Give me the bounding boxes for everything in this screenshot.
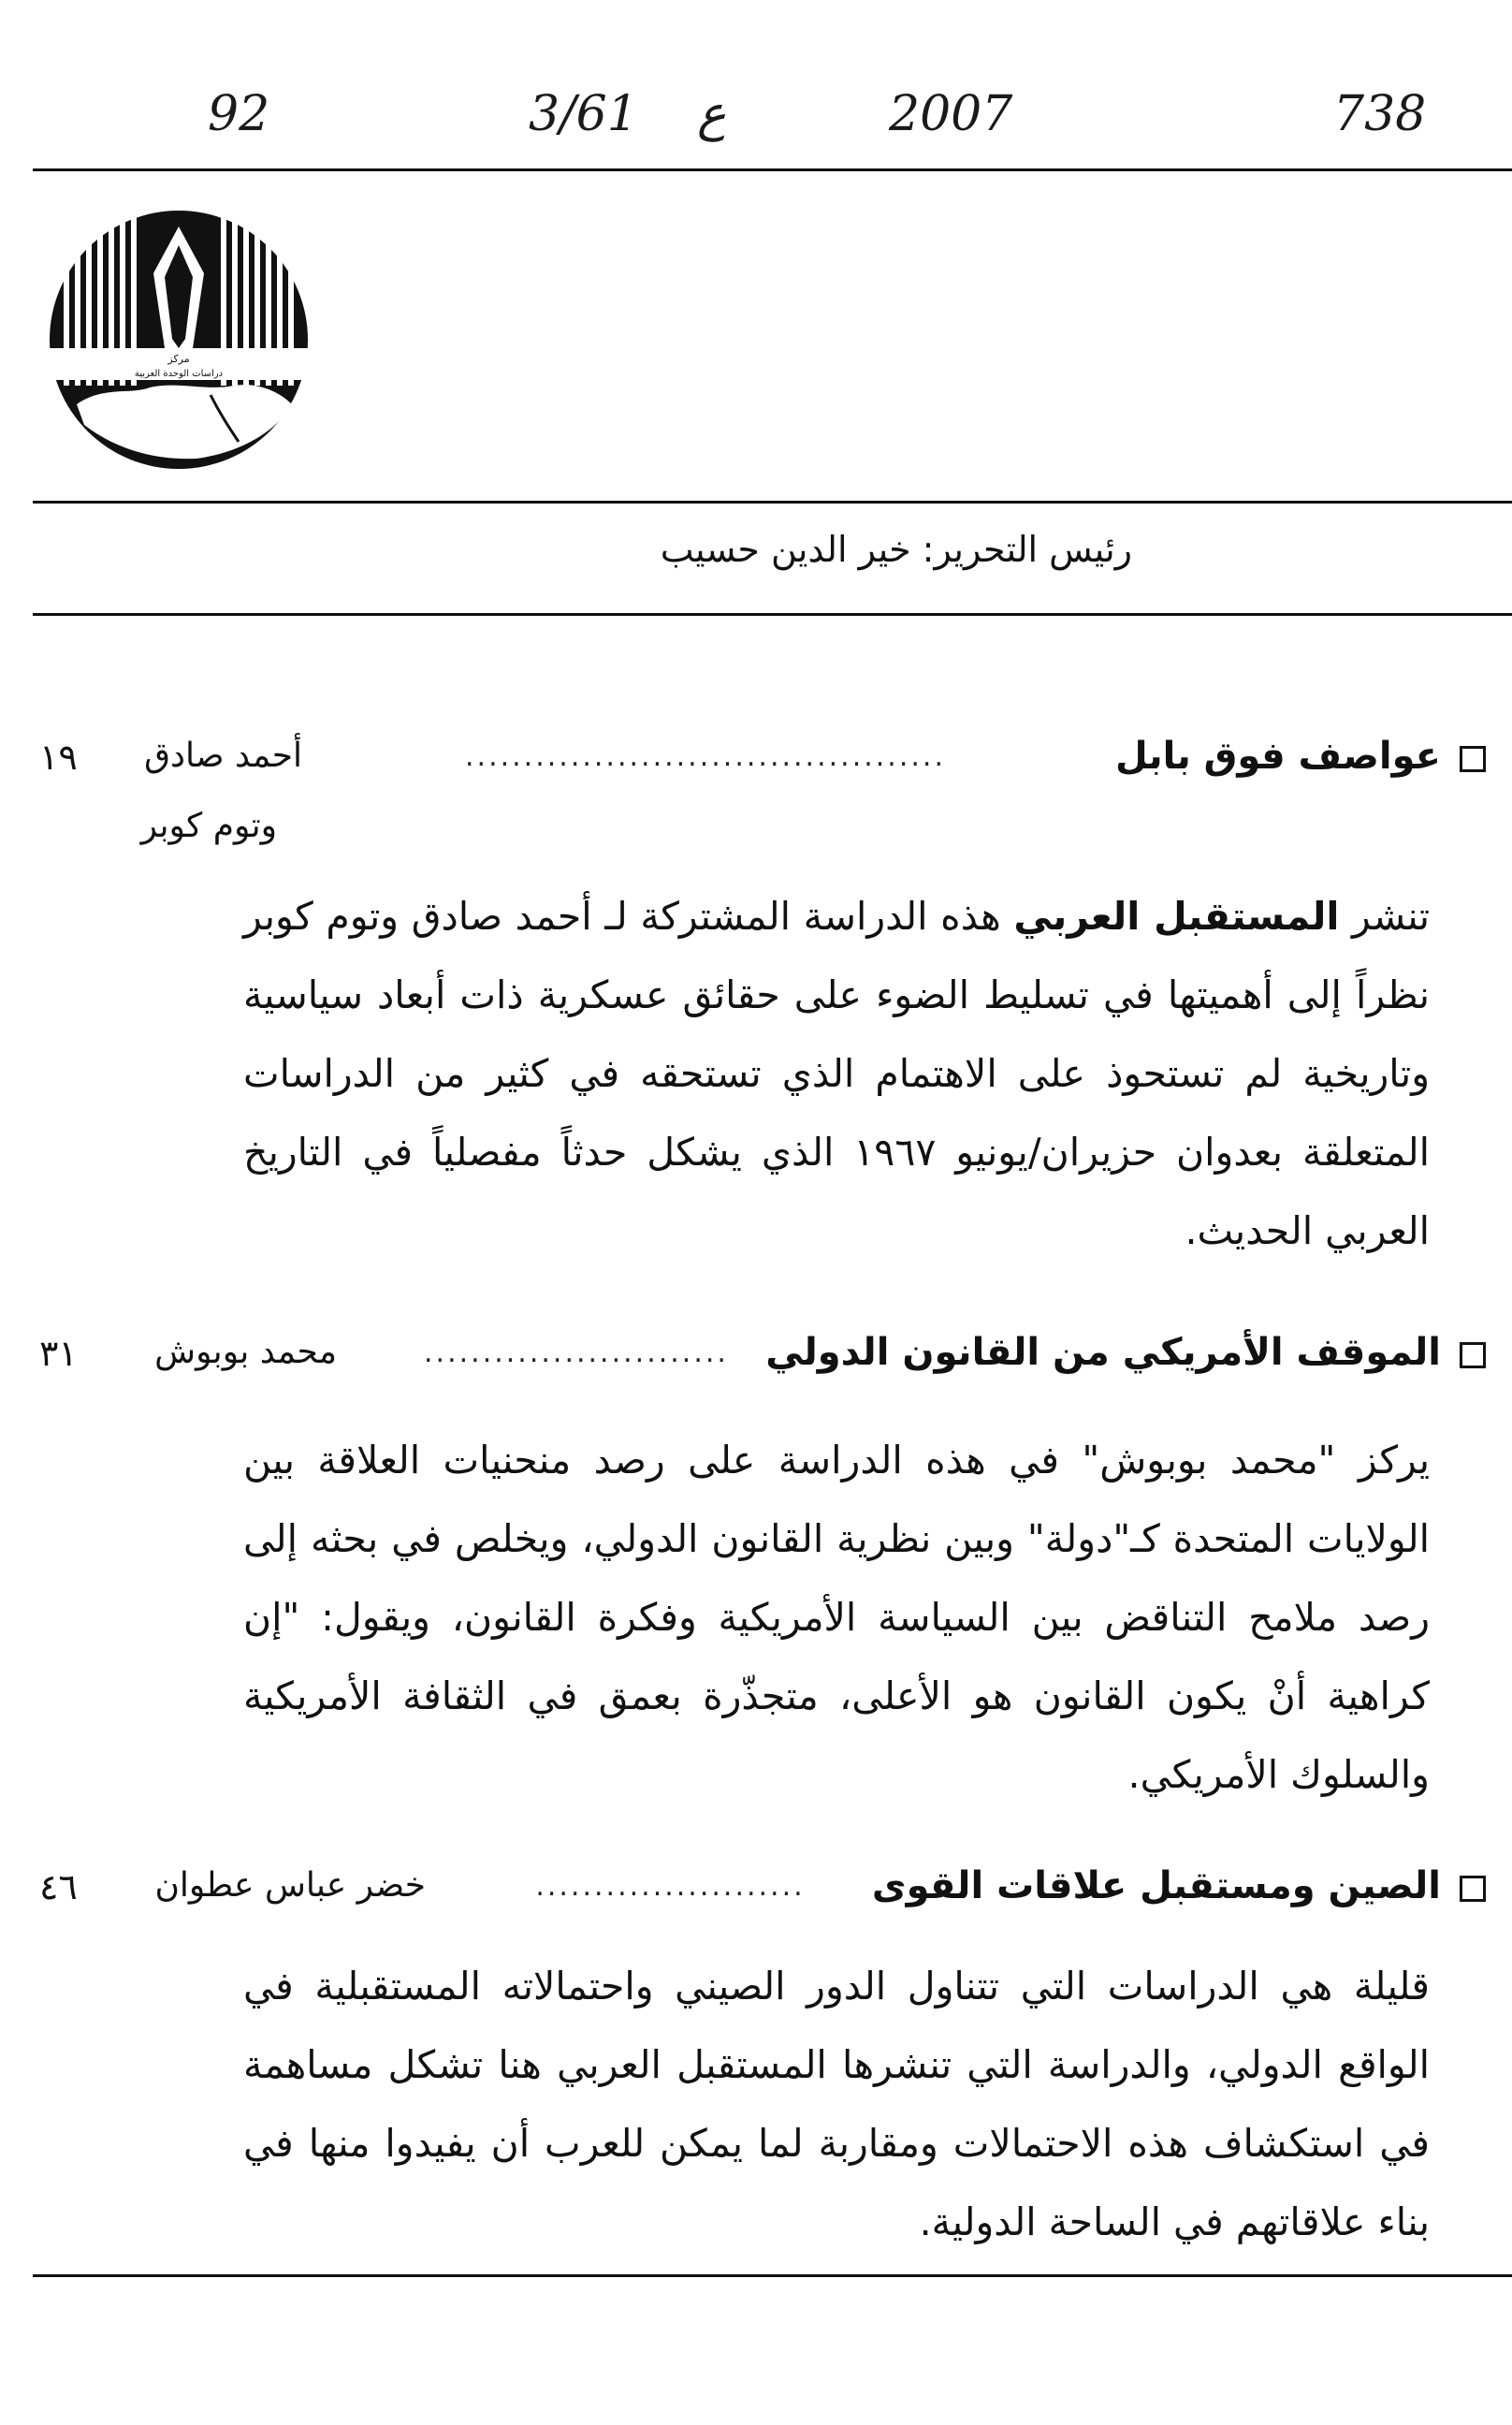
dot-leader: .......................... (424, 1337, 729, 1369)
entry-header-1 (28, 735, 1486, 791)
editor-in-chief-line: رئيس التحرير: خير الدين حسيب (660, 529, 1132, 570)
entry-author: محمد بوبوش (154, 1333, 337, 1371)
entry-summary: قليلة هي الدراسات التي تتناول الدور الصيني واحتمالاته المستقبلية في الواقع الدولي، والدراسة التي تنشرها المستقبل العربي هنا تشكل مساهمة في استكشاف هذه الاحتمالات ومقاربة لما يمكن للعرب أن يفيدوا منها في بناء علاقاتهم في الساحة الدولية. (243, 1964, 1430, 2244)
masthead-rule-top (33, 501, 1512, 504)
entry-author: خضر عباس عطوان (154, 1866, 426, 1905)
entry-summary: يركز "محمد بوبوش" في هذه الدراسة على رصد منحنيات العلاقة بين الولايات المتحدة كـ"دولة" وبين نظرية القانون الدولي، ويخلص في بحثه إلى رصد ملامح التناقض بين السياسة الأمريكية وفكرة القانون، ويقول: "إن كراهية أنْ يكون القانون هو الأعلى، متجذّرة بعمق في الثقافة الأمريكية والسلوك الأمريكي. (243, 1438, 1430, 1797)
handwritten-mark-4: 2007 (889, 86, 1013, 142)
checkbox-square-icon (1460, 1876, 1486, 1902)
entry-page-number: ٣١ (39, 1333, 78, 1374)
checkbox-square-icon (1460, 1342, 1486, 1368)
summary-body: هذه الدراسة المشتركة لـ أحمد صادق وتوم كوبر نظراً إلى أهميتها في تسليط الضوء على حقائق عسكرية ذات أبعاد سياسية وتاريخية لم تستحوذ على الاهتمام الذي تستحقه في كثير من الدراسات المتعلقة بعدوان حزيران/يونيو ١٩٦٧ الذي يشكل حدثاً مفصلياً في التاريخ العربي الحديث. (243, 894, 1431, 1253)
dot-leader: ......................................... (465, 740, 946, 773)
entry-title: عواصف فوق بابل (1114, 735, 1441, 778)
center-logo-icon (47, 208, 311, 472)
entry-summary (243, 877, 1430, 1270)
checkbox-square-icon (1460, 746, 1486, 772)
handwritten-mark-1: 92 (208, 86, 270, 142)
handwritten-mark-2: 3/61 (529, 86, 638, 142)
entry-title: الصين ومستقبل علاقات القوى (871, 1864, 1441, 1907)
entry-header-2 (28, 1331, 1486, 1387)
entry-page-number: ٤٦ (39, 1866, 78, 1907)
bottom-rule (33, 2274, 1512, 2277)
journal-name: المستقبل العربي (1013, 894, 1340, 939)
summary-lead: تنشر (1339, 894, 1430, 939)
top-rule (33, 168, 1512, 171)
entry-header-3 (28, 1864, 1486, 1921)
masthead-rule-bottom (33, 613, 1512, 616)
entry-coauthor: وتوم كوبر (140, 807, 277, 845)
logo-name: مركز (167, 353, 190, 365)
logo-line: دراسات الوحدة العربية (134, 369, 224, 379)
dot-leader: ....................... (535, 1870, 806, 1903)
entry-page-number: ١٩ (39, 737, 78, 778)
handwritten-mark-3: ع (697, 86, 727, 142)
entry-title: الموقف الأمريكي من القانون الدولي (765, 1331, 1441, 1374)
entry-author: أحمد صادق (144, 737, 302, 775)
handwritten-mark-5: 738 (1333, 86, 1427, 142)
